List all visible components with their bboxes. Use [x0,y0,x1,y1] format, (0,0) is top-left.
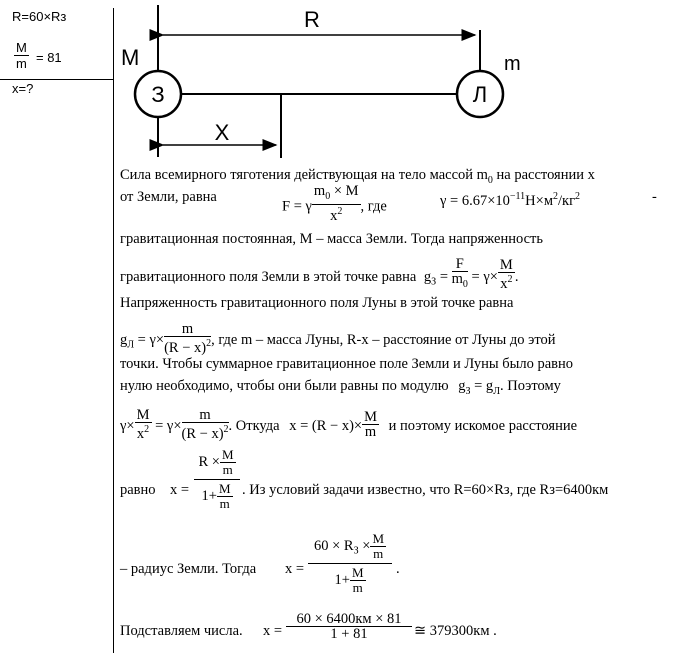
given-ratio-fraction [14,40,29,71]
given-ratio-value: = 81 [36,50,62,65]
given-divider [0,79,113,80]
line-2: от Земли, равна F = γ $\frac{m_0 \times M}{x^2}$ , где $\gamma = 6.67\times 10^{-11}Н\times м^2/кг^2$ - [120,183,657,224]
line-8: нулю необходимо, чтобы они были равны по модулю $g_З = g_Л$. Поэтому [120,378,561,397]
label-R: R [304,7,320,32]
given-unknown: x=? [12,81,34,96]
line-3: гравитационная постоянная, М – масса Земли. Тогда напряженность [120,231,543,247]
earth-moon-diagram [115,0,521,165]
line-6: $g_Л = \gamma\times$ $\frac{m}{(R - x)^2}$ , где m – масса Луны, R-x – расстояние от Луны до этой [120,321,556,356]
label-m: m [504,53,521,75]
label-moon: Л [472,82,488,107]
line-5: Напряженность гравитационного поля Луны в этой точке равна [120,295,514,311]
line-9: γ× $\frac{M}{x^2}$ = γ× $\frac{m}{(R - x)^2}$ . Откуда x = (R − x)× $\frac{M}{m}$ и поэтому искомое расстояние [120,407,578,442]
line-7: точки. Чтобы суммарное гравитационное поле Земли и Луны было равно [120,356,574,372]
label-earth: З [151,82,165,107]
label-M: M [121,45,140,70]
given-vertical-line [113,8,114,653]
given-ratio-den: m [16,56,27,71]
label-x: X [214,120,230,145]
given-R: R=60×Rз [12,9,67,24]
line-1: Сила всемирного тяготения действующая на тело массой $m_0$ на расстоянии х [120,167,595,186]
line-4: гравитационного поля Земли в этой точке равна $g_З$ = $\frac{F}{m_0}$ = γ× $\frac{M}{x^2}$ . [120,256,519,292]
given-ratio-num: M [16,40,27,55]
